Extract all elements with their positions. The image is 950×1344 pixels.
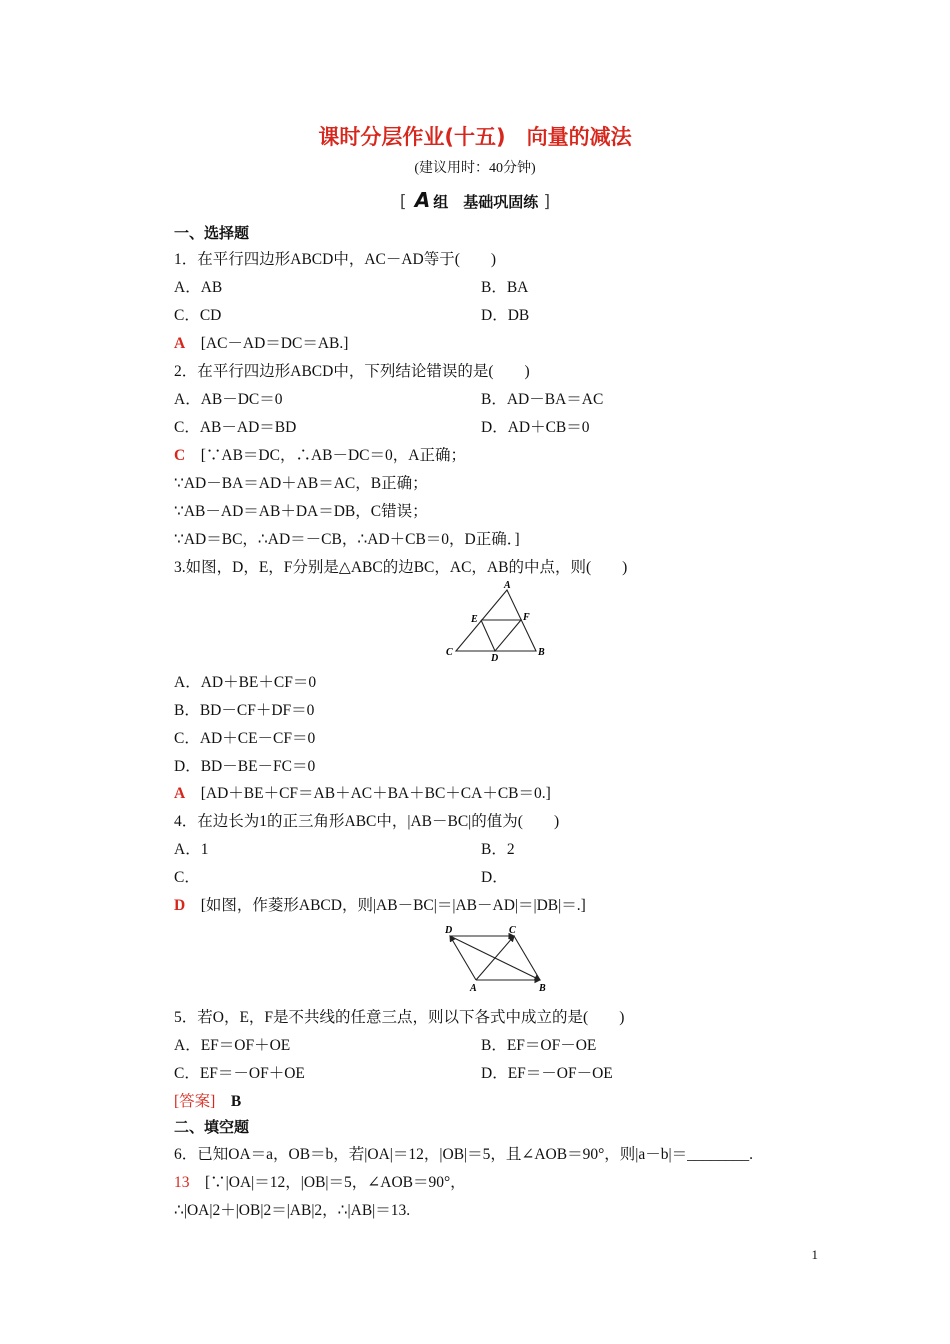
- q5-answer-label: [答案]: [174, 1093, 216, 1110]
- group-heading: [0, 188, 950, 212]
- group-bracket-close: ]: [543, 192, 551, 212]
- section-fill-heading: 二、填空题: [174, 1118, 250, 1136]
- q6-explanation-1: [∵|OA|＝12，|OB|＝5，∠AOB＝90°，: [205, 1174, 466, 1191]
- q2-explanation-1: [∵AB＝DC，∴AB－DC＝0，A正确；: [200, 447, 466, 464]
- q1-option-b: B．BA: [481, 279, 529, 296]
- q4-option-d: D．: [481, 869, 508, 886]
- q2-option-a: A．AB－DC＝0: [174, 391, 283, 408]
- q4-rhombus-figure: [438, 920, 550, 994]
- q1-stem: 1．在平行四边形ABCD中，AC－AD等于( ): [174, 251, 497, 268]
- q2-option-b: B．AD－BA＝AC: [481, 391, 604, 408]
- q5-option-d: D．EF＝－OF－OE: [481, 1065, 613, 1082]
- q2-answer: C: [174, 447, 186, 464]
- q6-stem: 6．已知OA＝a，OB＝b，若|OA|＝12，|OB|＝5，且∠AOB＝90°，则|a－b|＝________.: [174, 1146, 754, 1163]
- q2-option-d: D．AD＋CB＝0: [481, 419, 590, 436]
- q3-answer: A: [174, 785, 186, 802]
- q4-option-c: C．: [174, 869, 200, 886]
- suggested-time: (建议用时：40分钟): [414, 161, 536, 176]
- q4-answer-row: [174, 893, 586, 915]
- q6-explanation-2: ∴|OA|2＋|OB|2＝|AB|2，∴|AB|＝13.: [174, 1202, 411, 1219]
- q4-stem: 4．在边长为1的正三角形ABC中，|AB－BC|的值为( ): [174, 813, 560, 830]
- page-number: 1: [811, 1247, 818, 1262]
- q2-stem: 2．在平行四边形ABCD中，下列结论错误的是( ): [174, 363, 530, 380]
- q2-option-c: C．AB－AD＝BD: [174, 419, 297, 436]
- q3-explanation: [AD＋BE＋CF＝AB＋AC＋BA＋BC＋CA＋CB＝0.]: [200, 785, 551, 802]
- q2-explanation-3: ∵AB－AD＝AB＋DA＝DB，C错误；: [174, 503, 428, 520]
- q4-label-c: C: [509, 925, 516, 936]
- q3-label-e: E: [471, 614, 478, 625]
- q4-explanation: [如图，作菱形ABCD，则|AB－BC|＝|AB－AD|＝|DB|＝.]: [200, 897, 586, 914]
- page-title: 课时分层作业(十五) 向量的减法: [318, 125, 632, 149]
- q3-answer-row: [174, 781, 551, 803]
- q4-option-b: B．2: [481, 841, 515, 858]
- q3-label-b: B: [538, 647, 545, 658]
- group-label: 组 基础巩固练: [433, 193, 539, 211]
- q5-option-c: C．EF＝－OF＋OE: [174, 1065, 305, 1082]
- q3-stem: 3.如图，D，E，F分别是△ABC的边BC，AC，AB的中点，则( ): [174, 559, 628, 576]
- q3-option-d: D．BD－BE－FC＝0: [174, 758, 316, 775]
- q2-explanation-4: ∵AD＝BC，∴AD＝－CB，∴AD＋CB＝0，D正确．]: [174, 531, 520, 548]
- q3-label-c: C: [446, 647, 453, 658]
- q5-answer-row: [174, 1089, 241, 1111]
- group-bracket-open: [: [399, 192, 407, 212]
- q5-answer: B: [230, 1093, 242, 1110]
- q3-label-a: A: [504, 580, 511, 591]
- q5-option-a: A．EF＝OF＋OE: [174, 1037, 291, 1054]
- q4-label-d: D: [445, 925, 453, 936]
- q1-answer: A: [174, 335, 186, 352]
- q5-option-b: B．EF＝OF－OE: [481, 1037, 597, 1054]
- q2-answer-row: [174, 443, 466, 465]
- q3-label-f: F: [523, 612, 530, 623]
- q6-answer-row: [174, 1170, 466, 1192]
- q3-option-b: B．BD－CF＋DF＝0: [174, 702, 315, 719]
- q5-stem: 5．若O，E，F是不共线的任意三点，则以下各式中成立的是( ): [174, 1009, 625, 1026]
- q1-option-c: C．CD: [174, 307, 222, 324]
- q3-option-a: A．AD＋BE＋CF＝0: [174, 674, 317, 691]
- group-letter: A: [414, 188, 431, 212]
- q1-answer-row: [174, 331, 348, 353]
- q4-label-b: B: [539, 983, 546, 994]
- q3-label-d: D: [491, 653, 499, 662]
- q3-triangle-figure: [440, 578, 550, 662]
- q3-option-c: C．AD＋CE－CF＝0: [174, 730, 316, 747]
- q4-answer: D: [174, 897, 186, 914]
- q1-option-d: D．DB: [481, 307, 530, 324]
- q2-explanation-2: ∵AD－BA＝AD＋AB＝AC，B正确；: [174, 475, 428, 492]
- q1-option-a: A．AB: [174, 279, 223, 296]
- q4-label-a: A: [470, 983, 477, 994]
- section-choice-heading: 一、选择题: [174, 224, 250, 242]
- q1-explanation: [AC－AD＝DC＝AB.]: [200, 335, 349, 352]
- q4-option-a: A．1: [174, 841, 209, 858]
- q6-answer: 13: [174, 1174, 190, 1191]
